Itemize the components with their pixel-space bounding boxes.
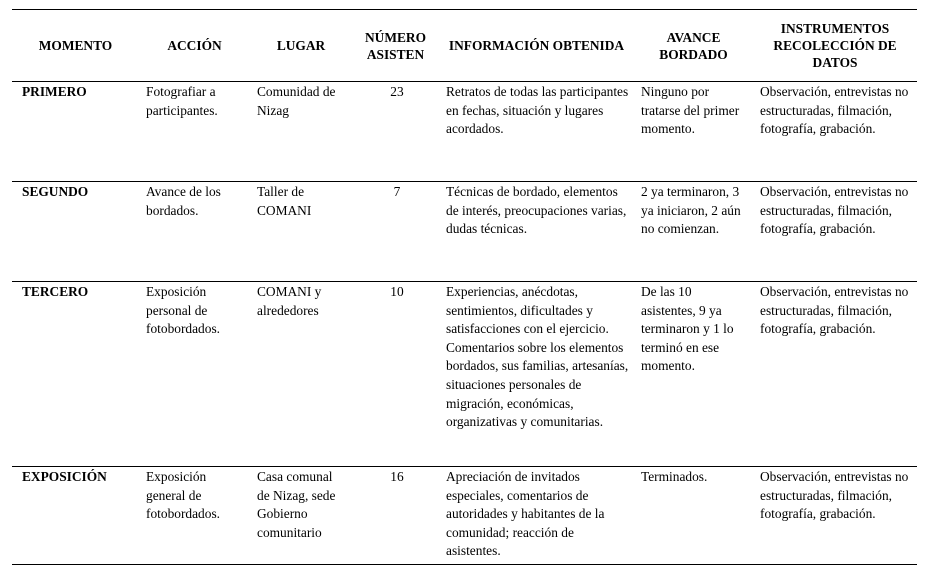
cell-informacion: Experiencias, anécdotas, sentimientos, dificultades y satisfacciones con el ejercicio. Comentarios sobre los elementos bordados, sus familias, artesanías, situaciones personales de migración, económicas, organizativas y comunitarias. bbox=[439, 282, 634, 467]
cell-numero: 7 bbox=[352, 182, 439, 282]
cell-avance: De las 10 asistentes, 9 ya terminaron y 1 lo terminó en ese momento. bbox=[634, 282, 753, 467]
table-row bbox=[12, 182, 917, 282]
header-avance-bordado: AVANCE BORDADO bbox=[634, 10, 753, 82]
cell-accion: Exposición personal de fotobordados. bbox=[139, 282, 250, 467]
cell-lugar: Comunidad de Nizag bbox=[250, 82, 352, 182]
cell-momento: PRIMERO bbox=[12, 82, 139, 182]
table-row bbox=[12, 282, 917, 467]
cell-accion: Avance de los bordados. bbox=[139, 182, 250, 282]
header-momento: MOMENTO bbox=[12, 10, 139, 82]
cell-informacion: Apreciación de invitados especiales, comentarios de autoridades y habitantes de la comunidad; reacción de asistentes. bbox=[439, 467, 634, 565]
cell-numero: 23 bbox=[352, 82, 439, 182]
cell-instrumentos: Observación, entrevistas no estructuradas, filmación, fotografía, grabación. bbox=[753, 182, 917, 282]
cell-instrumentos: Observación, entrevistas no estructuradas, filmación, fotografía, grabación. bbox=[753, 282, 917, 467]
cell-lugar: Taller de COMANI bbox=[250, 182, 352, 282]
cell-momento: SEGUNDO bbox=[12, 182, 139, 282]
header-accion: ACCIÓN bbox=[139, 10, 250, 82]
cell-informacion: Retratos de todas las participantes en fechas, situación y lugares acordados. bbox=[439, 82, 634, 182]
cell-avance: 2 ya terminaron, 3 ya iniciaron, 2 aún no comienzan. bbox=[634, 182, 753, 282]
header-numero-asisten: NÚMERO ASISTEN bbox=[352, 10, 439, 82]
header-instrumentos: INSTRUMENTOS RECOLECCIÓN DE DATOS bbox=[753, 10, 917, 82]
cell-informacion: Técnicas de bordado, elementos de interés, preocupaciones varias, dudas técnicas. bbox=[439, 182, 634, 282]
table-row bbox=[12, 467, 917, 565]
cell-momento: EXPOSICIÓN bbox=[12, 467, 139, 565]
data-collection-table bbox=[12, 9, 917, 565]
cell-numero: 16 bbox=[352, 467, 439, 565]
cell-momento: TERCERO bbox=[12, 282, 139, 467]
cell-numero: 10 bbox=[352, 282, 439, 467]
table-row bbox=[12, 82, 917, 182]
cell-lugar: Casa comunal de Nizag, sede Gobierno comunitario bbox=[250, 467, 352, 565]
cell-lugar: COMANI y alrededores bbox=[250, 282, 352, 467]
cell-instrumentos: Observación, entrevistas no estructuradas, filmación, fotografía, grabación. bbox=[753, 82, 917, 182]
header-informacion-obtenida: INFORMACIÓN OBTENIDA bbox=[439, 10, 634, 82]
cell-accion: Exposición general de fotobordados. bbox=[139, 467, 250, 565]
cell-avance: Ninguno por tratarse del primer momento. bbox=[634, 82, 753, 182]
cell-avance: Terminados. bbox=[634, 467, 753, 565]
header-lugar: LUGAR bbox=[250, 10, 352, 82]
cell-accion: Fotografiar a participantes. bbox=[139, 82, 250, 182]
header-row bbox=[12, 10, 917, 82]
cell-instrumentos: Observación, entrevistas no estructuradas, filmación, fotografía, grabación. bbox=[753, 467, 917, 565]
